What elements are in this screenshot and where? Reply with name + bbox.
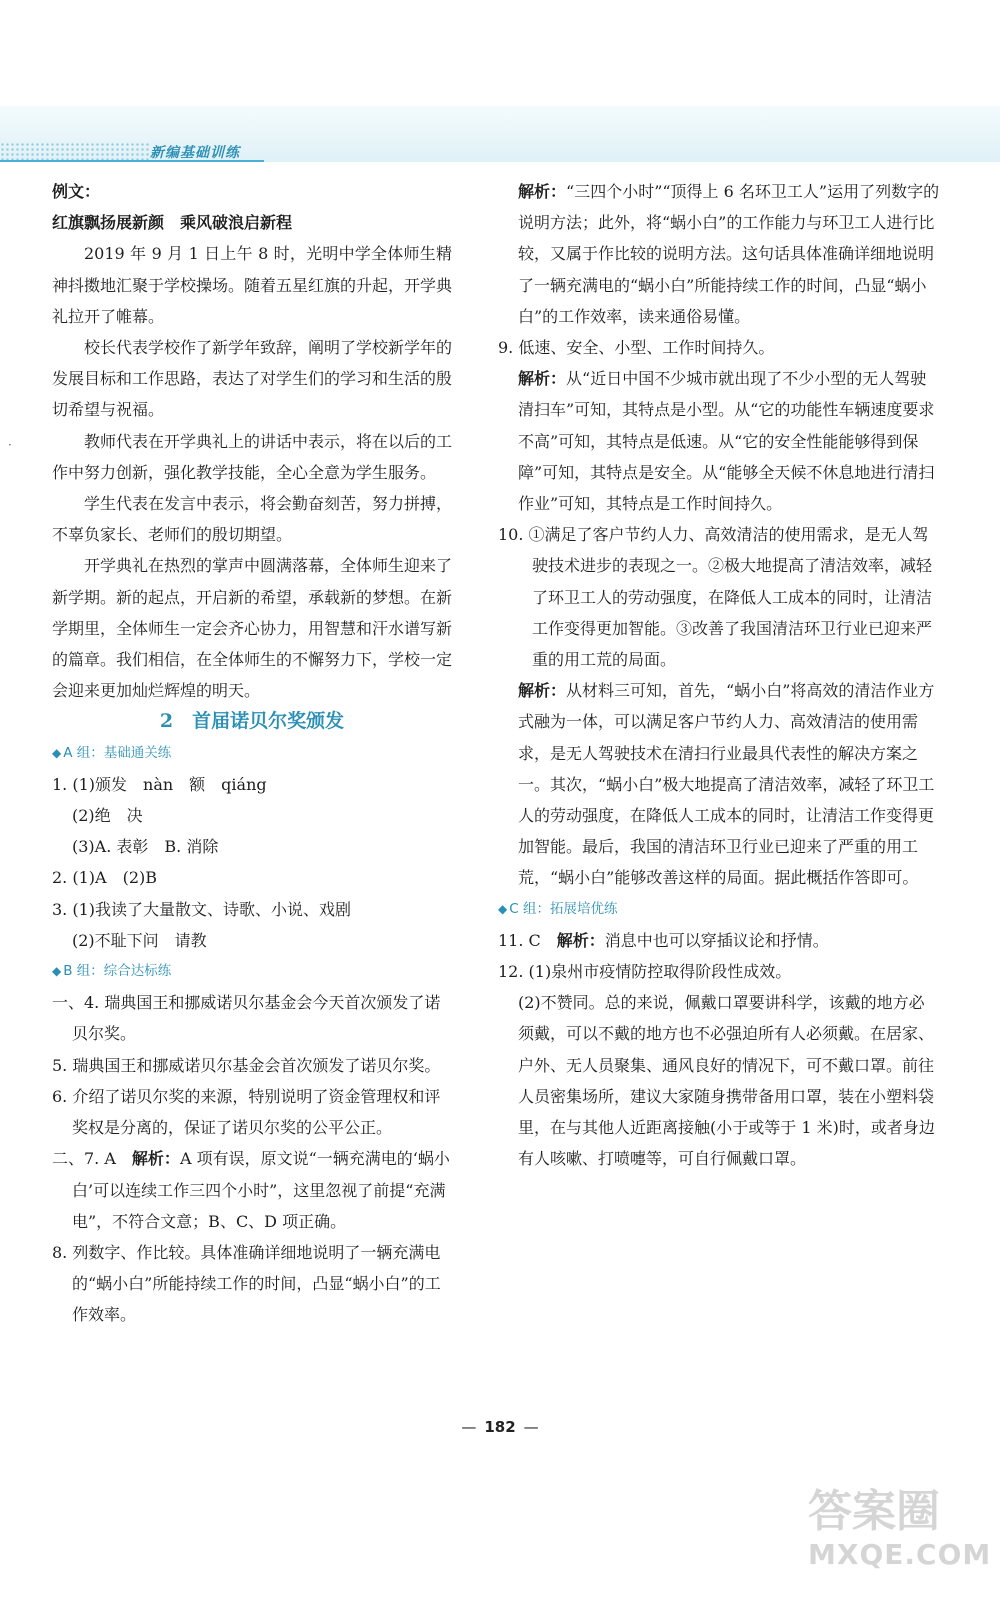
essay-paragraph: 开学典礼在热烈的掌声中圆满落幕，全体师生迎来了新学期。新的起点，开启新的希望，承载新的梦想。在新学期里，全体师生一定会齐心协力，用智慧和汗水谱写新的篇章。我们相信，在全体师生的不懈努力下，学校一定会迎来更加灿烂辉煌的明天。 xyxy=(52,556,453,701)
watermark-line1: 答案圈 xyxy=(808,1486,940,1537)
answer-item: 1. (1)颁发 nàn 额 qiáng xyxy=(52,774,267,794)
analysis-label: 解析： xyxy=(518,369,567,389)
answer-item: 10. ①满足了客户节约人力、高效清洁的使用需求，是无人驾驶技术进步的表现之一。②极大地提高了清洁效率，减轻了环卫工人的劳动强度，在降低人工成本的同时，让清洁工作变得更加智能。③改善了我国清洁环卫行业已迎来严重的用工荒的局面。 xyxy=(498,525,933,670)
essay-title: 红旗飘扬展新颜 乘风破浪启新程 xyxy=(52,213,293,233)
group-b-heading xyxy=(52,956,452,987)
answer-item: (2)绝 决 xyxy=(72,806,143,826)
group-c-label: C 组：拓展培优练 xyxy=(509,900,618,917)
answer-item: 一、4. 瑞典国王和挪威诺贝尔基金会今天首次颁发了诺贝尔奖。 xyxy=(52,993,441,1044)
analysis-label: 解析： xyxy=(518,681,567,701)
answer-item: 5. 瑞典国王和挪威诺贝尔基金会首次颁发了诺贝尔奖。 xyxy=(52,1055,441,1075)
left-column xyxy=(52,176,452,1331)
analysis-8 xyxy=(498,176,940,332)
header-dot-pattern xyxy=(0,142,150,162)
analysis-label: 解析： xyxy=(556,930,605,950)
series-title: 新编基础训练 xyxy=(150,145,240,161)
group-b-label: B 组：综合达标练 xyxy=(63,963,172,980)
watermark-logo xyxy=(808,1486,992,1592)
analysis-text: 从“近日中国不少城市就出现了不少小型的无人驾驶清扫车”可知，其特点是小型。从“它的功能性车辆速度要求不高”可知，其特点是低速。从“它的安全性能能够得到保障”可知，其特点是安全。从“能够全天候不休息地进行清扫作业”可知，其特点是工作时间持久。 xyxy=(518,369,935,514)
analysis-text: 消息中也可以穿插议论和抒情。 xyxy=(604,930,829,950)
answer-prefix: 二、7. A xyxy=(52,1149,132,1169)
answer-prefix: 11. C xyxy=(498,930,557,950)
analysis-9 xyxy=(498,363,940,519)
diamond-icon: ◆ xyxy=(52,964,62,979)
answer-item: 8. 列数字、作比较。具体准确详细地说明了一辆充满电的“蜗小白”所能持续工作的时间，凸显“蜗小白”的工作效率。 xyxy=(52,1242,441,1325)
group-a-heading xyxy=(52,738,452,769)
diamond-icon: ◆ xyxy=(52,745,62,760)
analysis-text: A 项有误，原文说“一辆充满电的‘蜗小白’可以连续工作三四个小时”，这里忽视了前提“充满电”，不符合文意；B、C、D 项正确。 xyxy=(72,1149,450,1231)
watermark-line2: MXQE.COM xyxy=(808,1538,992,1571)
page-dash: — xyxy=(461,1418,477,1436)
essay-paragraph: 学生代表在发言中表示，将会勤奋刻苦，努力拼搏，不辜负家长、老师们的殷切期望。 xyxy=(52,494,453,545)
essay-paragraph: 校长代表学校作了新学年致辞，阐明了学校新学年的发展目标和工作思路，表达了对学生们的学习和生活的殷切希望与祝福。 xyxy=(52,338,453,420)
diamond-icon: ◆ xyxy=(498,901,508,916)
answer-item-7 xyxy=(52,1143,452,1237)
margin-dot: · xyxy=(8,438,12,452)
essay-paragraph: 2019 年 9 月 1 日上午 8 时，光明中学全体师生精神抖擞地汇聚于学校操场。随着五星红旗的升起，开学典礼拉开了帷幕。 xyxy=(52,244,453,326)
essay-paragraph: 教师代表在开学典礼上的讲话中表示，将在以后的工作中努力创新，强化教学技能，全心全意为学生服务。 xyxy=(52,431,453,482)
answer-item-11 xyxy=(498,925,940,956)
group-a-label: A 组：基础通关练 xyxy=(63,744,172,761)
answer-item: 9. 低速、安全、小型、工作时间持久。 xyxy=(498,338,775,358)
page-dash: — xyxy=(523,1418,539,1436)
analysis-text: 从材料三可知，首先，“蜗小白”将高效的清洁作业方式融为一体，可以满足客户节约人力、高效清洁的使用需求，是无人驾驶技术在清扫行业最具代表性的解决方案之一。其次，“蜗小白”极大地提高了清洁效率，减轻了环卫工人的劳动强度，在降低人工成本的同时，让清洁工作变得更加智能。最后，我国的清洁环卫行业已迎来了严重的用工荒，“蜗小白”能够改善这样的局面。据此概括作答即可。 xyxy=(518,681,935,888)
answer-item: (3)A. 表彰 B. 消除 xyxy=(72,837,219,857)
example-essay xyxy=(52,207,452,706)
lesson-title: 2 首届诺贝尔奖颁发 xyxy=(159,710,345,733)
answer-item: 3. (1)我读了大量散文、诗歌、小说、戏剧 xyxy=(52,899,352,919)
answer-item: (2)不赞同。总的来说，佩戴口罩要讲科学，该戴的地方必须戴，可以不戴的地方也不必强迫所有人必须戴。在居家、户外、无人员聚集、通风良好的情况下，可不戴口罩。前往人员密集场所，建议大家随身携带备用口罩，装在小塑料袋里，在与其他人近距离接触(小于或等于 1 米)时，或者身边有人咳嗽、打喷嚏等，可自行佩戴口罩。 xyxy=(518,993,935,1169)
page-number-value: 182 xyxy=(484,1418,516,1436)
answer-item: (2)不耻下问 请教 xyxy=(72,930,207,950)
analysis-label: 解析： xyxy=(131,1149,180,1169)
answer-item: 2. (1)A (2)B xyxy=(52,868,157,888)
answer-item: 6. 介绍了诺贝尔奖的来源，特别说明了资金管理权和评奖权是分离的，保证了诺贝尔奖的公平公正。 xyxy=(52,1086,441,1138)
analysis-label: 解析： xyxy=(518,182,567,201)
page-number xyxy=(0,1418,1000,1436)
analysis-10 xyxy=(498,675,940,893)
answer-item: 12. (1)泉州市疫情防控取得阶段性成效。 xyxy=(498,962,792,982)
example-label: 例文： xyxy=(52,182,101,201)
analysis-text: “三四个小时”“顶得上 6 名环卫工人”运用了列数字的说明方法；此外，将“蜗小白”的工作能力与环卫工人进行比较，又属于作比较的说明方法。这句话具体准确详细地说明了一辆充满电的“蜗小白”所能持续工作的时间，凸显“蜗小白”的工作效率，读来通俗易懂。 xyxy=(518,182,940,326)
right-column xyxy=(498,176,940,1175)
group-c-heading xyxy=(498,894,940,925)
